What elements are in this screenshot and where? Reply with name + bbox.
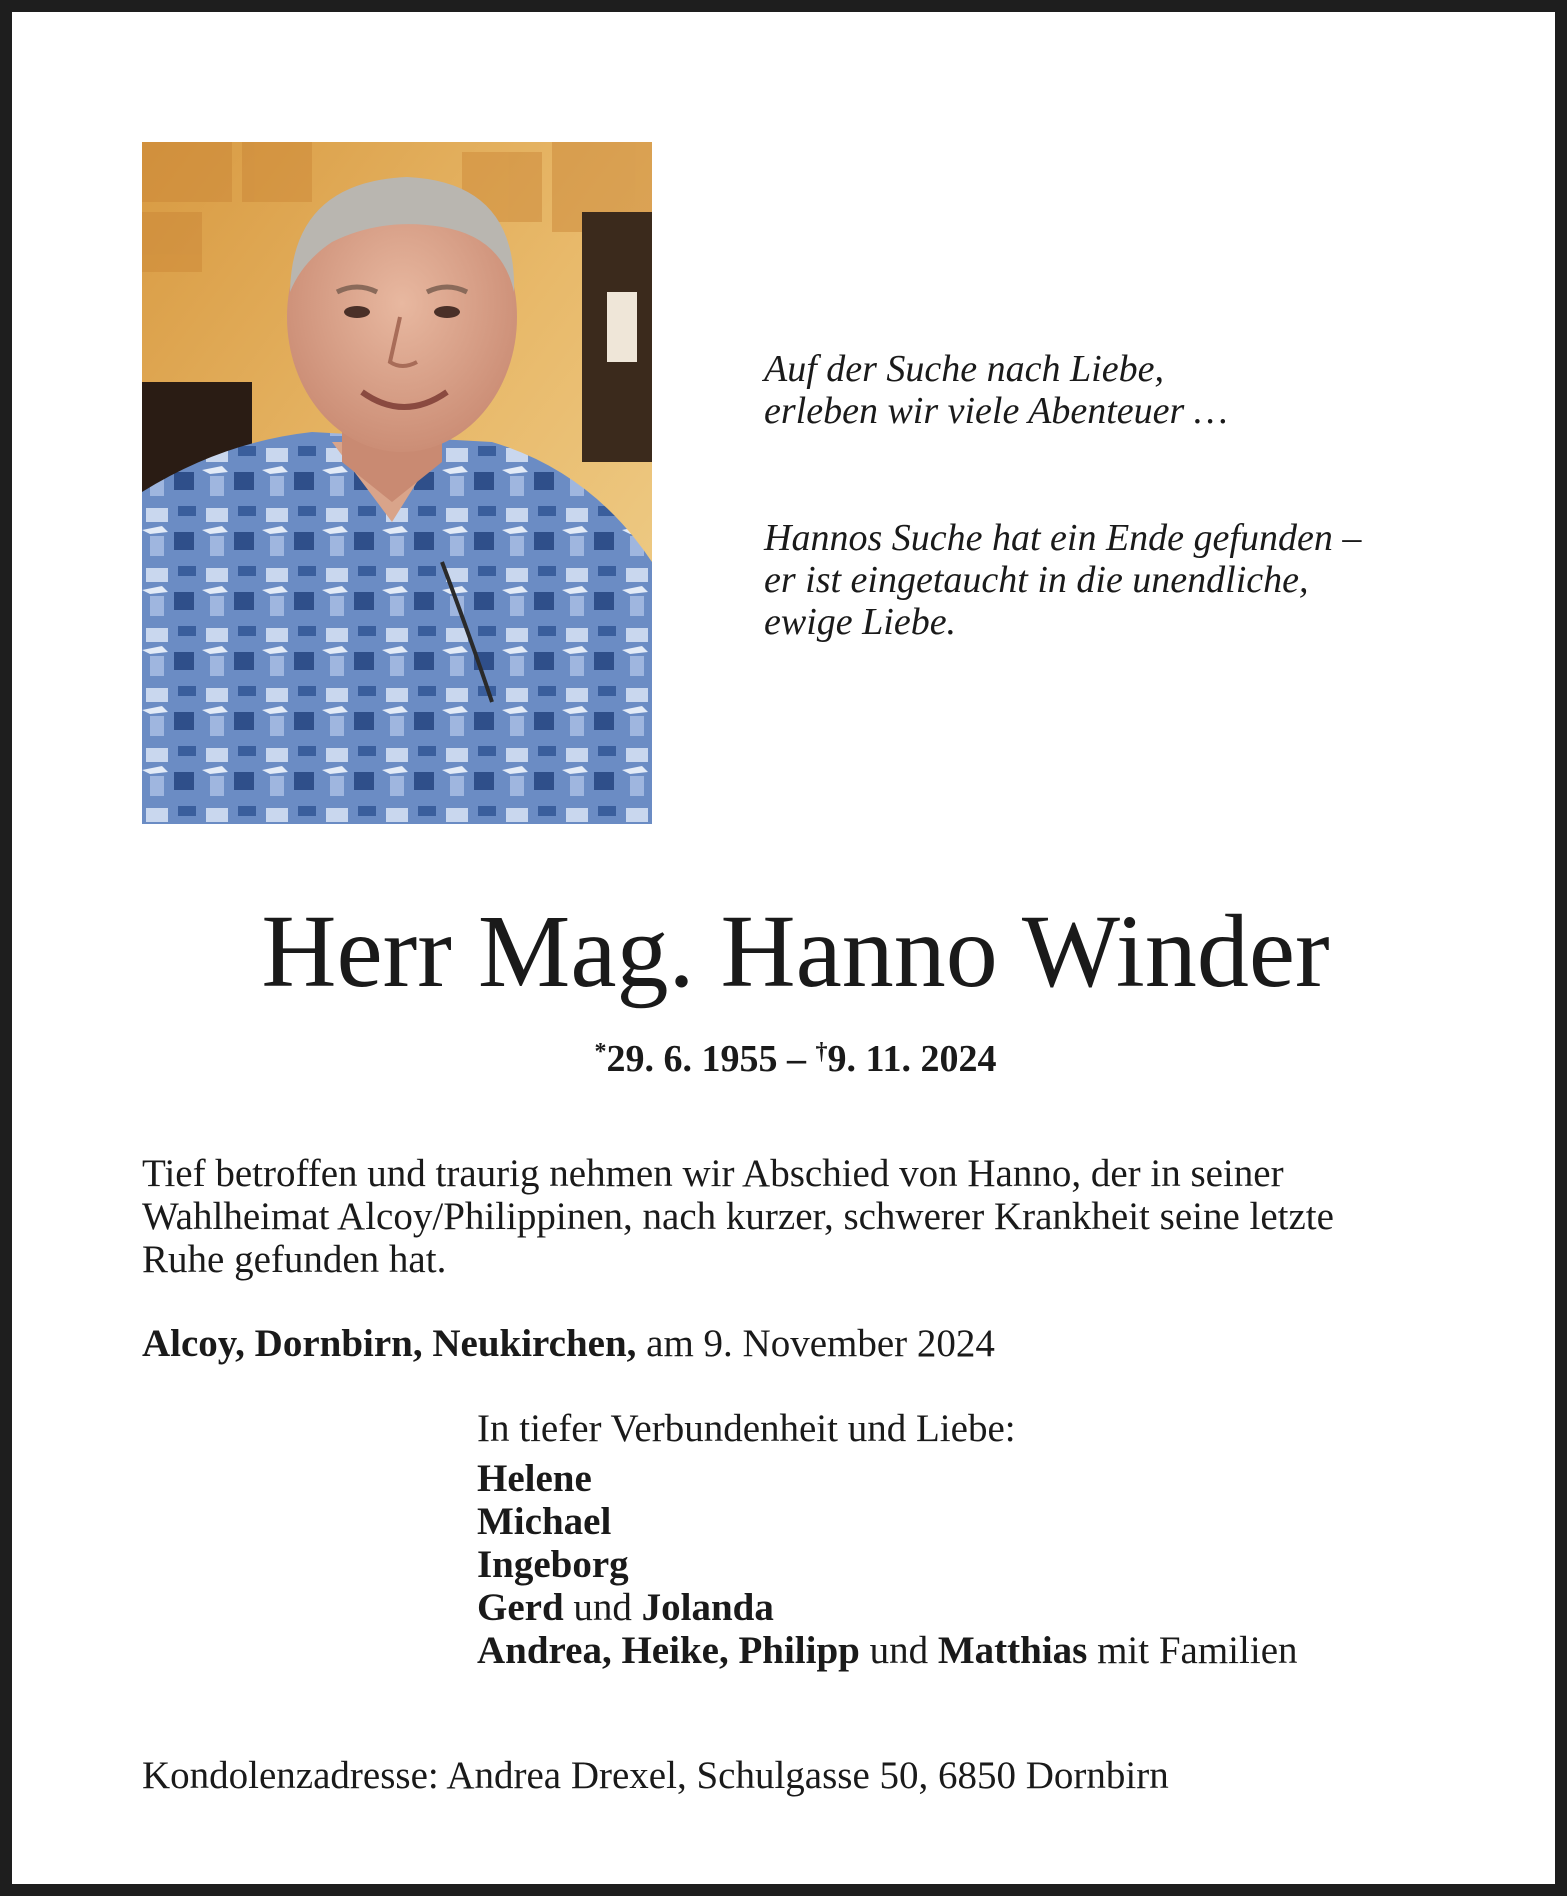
conjunction: und [869,1629,929,1672]
mourner-name: Andrea, Heike, Philipp [477,1629,860,1672]
quote-line: ewige Liebe. [764,601,957,643]
mourners-intro: In tiefer Verbundenheit und Liebe: [477,1407,1016,1450]
announcement-line: Ruhe gefunden hat. [142,1238,447,1281]
quote-line: er ist eingetaucht in die unendliche, [764,559,1309,601]
condolence-address: Kondolenzadresse: Andrea Drexel, Schulgasse 50, 6850 Dornbirn [142,1754,1169,1797]
places: Alcoy, Dornbirn, Neukirchen, [142,1322,637,1365]
mourners-list [477,1407,1298,1672]
mourner-name: Michael [477,1500,612,1543]
birth-symbol: * [594,1039,607,1065]
mourner-name: Jolanda [641,1586,774,1629]
life-dates [12,1030,1567,1081]
quote-line: Hannos Suche hat ein Ende gefunden – [764,517,1362,559]
conjunction: und [573,1586,632,1629]
quote-stanza-1 [764,348,1228,432]
place-date-line [142,1322,995,1366]
death-date: 9. 11. 2024 [827,1038,997,1080]
quote-stanza-2 [764,517,1361,643]
quote-line: Auf der Suche nach Liebe, [764,348,1164,390]
mourner-name: Helene [477,1457,592,1500]
announcement-line: Tief betroffen und traurig nehmen wir Abschied von Hanno, der in seiner [142,1152,1284,1195]
date-separator: – [777,1038,816,1080]
quote-line: erleben wir viele Abenteuer … [764,390,1228,432]
mourner-name: Matthias [937,1629,1088,1672]
mourner-name: Ingeborg [477,1543,629,1586]
death-symbol: † [815,1039,828,1065]
deceased-name: Herr Mag. Hanno Winder [261,894,1330,1009]
portrait-photo [142,142,652,824]
announcement-date: am 9. November 2024 [646,1322,995,1365]
mourner-name: Gerd [477,1586,564,1629]
announcement-text [142,1152,1452,1281]
announcement-line: Wahlheimat Alcoy/Philippinen, nach kurzer, schwerer Krankheit seine letzte [142,1195,1334,1238]
birth-date: 29. 6. 1955 [606,1038,778,1080]
mourners-suffix: mit Familien [1097,1629,1298,1672]
